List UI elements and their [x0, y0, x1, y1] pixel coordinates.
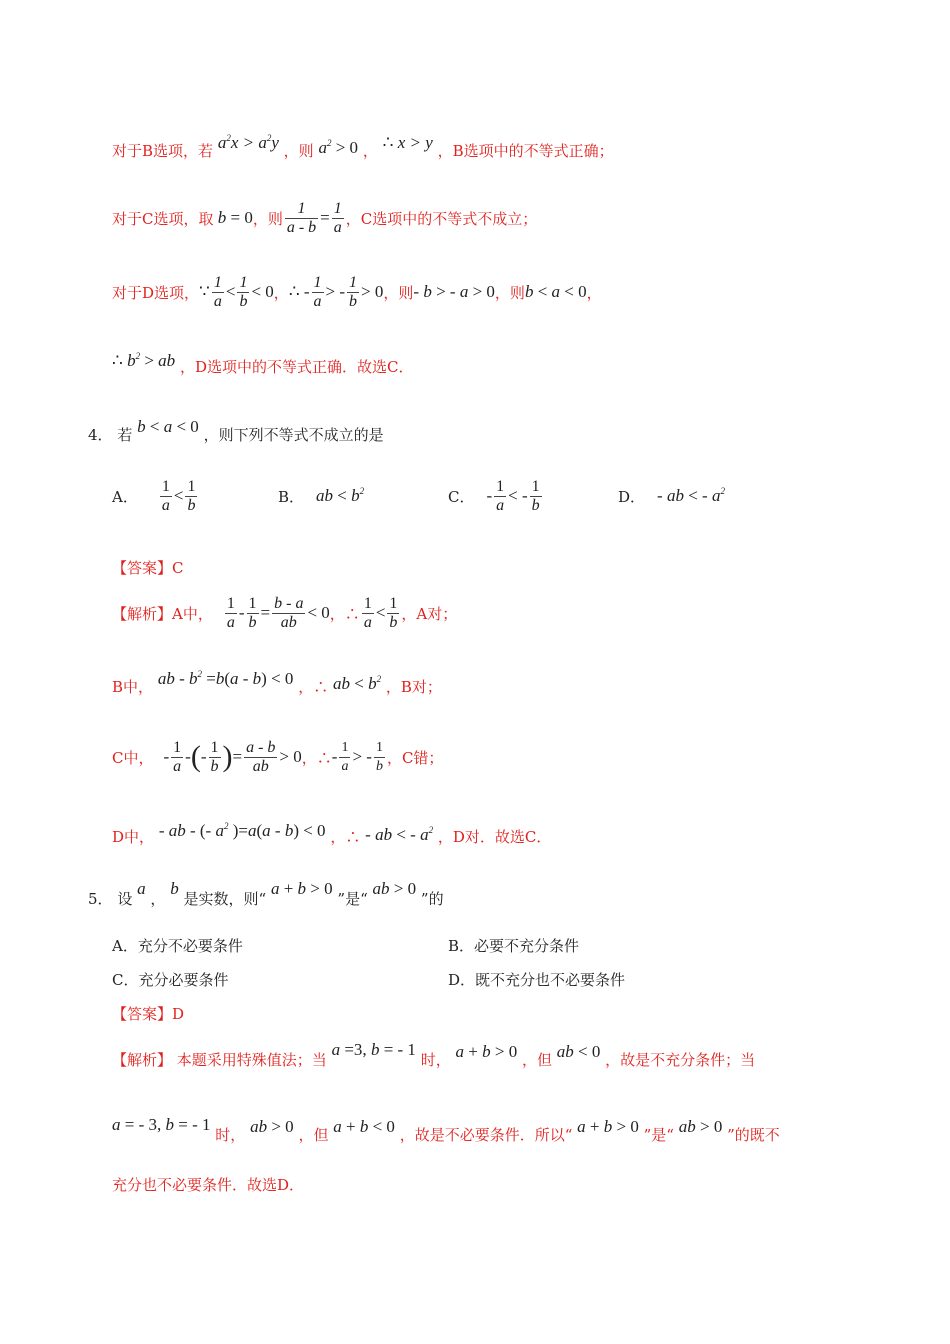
math-operator: > 0: [279, 747, 302, 766]
math-expression: ∴ -: [288, 282, 310, 301]
math-expression: ab < 0: [556, 1042, 601, 1061]
text: B中，: [112, 678, 154, 696]
math-operator: -: [163, 747, 170, 766]
q4-analysis-a: [112, 590, 457, 636]
math-expression: b < a < 0: [524, 282, 587, 301]
math-expression: a = - 3, b = - 1: [112, 1115, 211, 1134]
math-expression: $a^2x > a^2y$: [217, 133, 279, 152]
math-fraction: $\frac{1}{a}$: [363, 594, 372, 631]
text: ，B对；: [385, 678, 442, 696]
math-fraction: $\frac{1}{b}$: [375, 739, 383, 774]
q5-option-d[interactable]: [448, 969, 625, 990]
q5-analysis-line1: [112, 1040, 756, 1070]
q4-option-d[interactable]: [618, 474, 725, 518]
q5-analysis-line3: [112, 1174, 304, 1195]
math-expression: - b > - a > 0: [413, 282, 495, 301]
math-operator: -: [486, 486, 493, 505]
math-expression: ab > 0: [250, 1117, 294, 1136]
math-expression: b = 0: [213, 208, 253, 227]
text: ，则: [494, 283, 525, 302]
math-expression: ab < $b^2$: [333, 674, 382, 693]
math-fraction: $\frac{1}{b}$: [531, 477, 540, 514]
math-expression: a + b > 0: [577, 1117, 639, 1136]
math-fraction: $\frac{1}{a}$: [313, 273, 322, 310]
math-fraction: $\frac{1}{b}$: [248, 594, 257, 631]
solution-line-d: [112, 270, 602, 314]
text: ，D对．故选C．: [437, 828, 552, 846]
text: ，A对；: [401, 604, 458, 623]
q4-option-c[interactable]: [448, 474, 544, 518]
q4-option-b[interactable]: [278, 474, 364, 518]
math-expression: ab > 0: [372, 879, 417, 898]
math-operator: =: [232, 747, 243, 766]
math-operator: <: [225, 282, 236, 301]
text: 时，: [215, 1126, 246, 1144]
math-expression: ∵: [199, 282, 210, 301]
math-expression: a =3, b = - 1: [331, 1040, 416, 1059]
text: 若: [117, 426, 133, 444]
math-operator: > -: [325, 282, 346, 301]
q5-answer: [112, 1003, 184, 1024]
answer-value: D: [172, 1005, 185, 1023]
math-fraction: $\frac{1}{a}$: [161, 477, 170, 514]
math-expression: ∴ x > y: [382, 133, 433, 152]
question-4-stem: [88, 417, 384, 445]
text: ，但: [521, 1051, 552, 1069]
math-expression: ∴ $b^2$ > ab: [112, 351, 176, 370]
question-number: 4．: [88, 426, 113, 444]
text: ”是“: [337, 890, 368, 908]
text: 本题采用特殊值法；当: [176, 1051, 327, 1069]
analysis-tag: 【解析】: [112, 1051, 173, 1069]
text: 对于B选项，若: [112, 142, 214, 160]
q5-option-b[interactable]: [448, 935, 579, 956]
text: ，C错；: [386, 748, 444, 767]
analysis-tag: 【解析】: [112, 604, 173, 623]
math-expression: b < a < 0: [137, 417, 199, 436]
math-fraction: $\frac{1}{a - b}$: [286, 199, 317, 236]
option-label: A．: [112, 487, 138, 506]
text: ，则下列不等式不成立的是: [203, 426, 384, 444]
math-paren: ): [222, 740, 233, 773]
math-fraction: $\frac{1}{a}$: [496, 477, 505, 514]
math-operator: <: [173, 486, 184, 505]
solution-line-b: [112, 133, 614, 161]
math-expression: a + b < 0: [333, 1117, 395, 1136]
math-expression: - ab < - $a^2$: [657, 486, 725, 505]
text: A中，: [172, 604, 213, 623]
text: 时，: [420, 1051, 451, 1069]
text: 对于C选项，取: [112, 209, 214, 228]
text: ，B选项中的不等式正确；: [437, 142, 614, 160]
text: ，∴: [301, 748, 332, 767]
math-operator: < 0: [251, 282, 274, 301]
math-fraction: $\frac{1}{a}$: [341, 739, 349, 774]
math-fraction: $\frac{1}{b}$: [187, 477, 196, 514]
text: ”是“: [643, 1126, 674, 1144]
math-expression: - ab < - $a^2$: [365, 825, 434, 844]
option-label: D．: [618, 487, 646, 506]
q5-option-c[interactable]: [112, 969, 228, 990]
solution-line-c: [112, 196, 537, 240]
text: ，C选项中的不等式不成立；: [345, 209, 538, 228]
math-expression: a + b > 0: [455, 1042, 518, 1061]
text: 设: [117, 890, 133, 908]
math-operator: -: [238, 603, 245, 622]
math-expression: a + b > 0: [270, 879, 333, 898]
text: 对于D选项，: [112, 283, 200, 302]
math-operator: =: [320, 208, 330, 227]
math-fraction: $\frac{1}{a}$: [213, 273, 222, 310]
math-operator: -: [331, 747, 338, 766]
math-operator: =: [260, 603, 271, 622]
math-expression: $a^2 > 0$: [318, 138, 359, 157]
text: ”的: [420, 890, 444, 908]
math-fraction: $\frac{a - b}{ab}$: [246, 738, 276, 775]
q4-option-a[interactable]: [112, 474, 199, 518]
math-fraction: $\frac{1}{b}$: [239, 273, 248, 310]
option-label: C．: [448, 487, 475, 506]
math-expression: ab - $b^2 =b(a - b) < 0$: [157, 669, 294, 688]
text: ，∴: [329, 604, 360, 623]
math-paren: (: [190, 740, 201, 773]
math-fraction: $\frac{1}{b}$: [349, 273, 358, 310]
text: ，D选项中的不等式正确．故选C．: [179, 358, 414, 376]
math-operator: < 0: [307, 603, 330, 622]
text: ，则: [383, 283, 414, 302]
text: ，则: [283, 142, 314, 160]
option-label: B．: [278, 487, 305, 506]
q4-analysis-c: [112, 733, 443, 781]
text: D中，: [112, 828, 155, 846]
q4-analysis-b: [112, 669, 442, 697]
option-text: A．充分不必要条件: [112, 937, 243, 955]
text: ，故是不必要条件．所以“: [399, 1126, 573, 1144]
text: ”的既不: [727, 1126, 780, 1144]
math-variable: b: [170, 879, 179, 898]
q5-option-a[interactable]: [112, 935, 243, 956]
option-text: B．必要不充分条件: [448, 937, 580, 955]
math-fraction: $\frac{1}{b}$: [389, 594, 398, 631]
question-5-stem: [88, 879, 444, 909]
text: ，则: [252, 209, 283, 228]
math-operator: > 0: [361, 282, 384, 301]
text: ，故是不充分条件；当: [605, 1051, 756, 1069]
math-expression: ab > 0: [678, 1117, 723, 1136]
text: ，: [150, 890, 166, 908]
text: C中，: [112, 748, 154, 767]
answer-tag: 【答案】: [112, 1005, 173, 1023]
math-expression: ab < $b^2$: [316, 486, 365, 505]
text: ，: [362, 142, 378, 160]
math-operator: -: [185, 747, 191, 766]
math-fraction: $\frac{1}{a}$: [333, 199, 342, 236]
solution-conclusion: [112, 351, 414, 377]
text: ，∴: [298, 678, 329, 696]
answer-value: C: [172, 559, 184, 577]
math-expression: - ab - (- $a^2$ )=a(a - b) < 0: [158, 821, 326, 840]
q4-analysis-d: [112, 821, 552, 847]
math-operator: -: [200, 747, 207, 766]
text: ，但: [298, 1126, 329, 1144]
text: 充分也不必要条件．故选D．: [112, 1176, 305, 1194]
math-fraction: $\frac{1}{a}$: [173, 738, 182, 775]
text: ，: [586, 283, 602, 302]
option-text: D．既不充分也不必要条件: [448, 971, 626, 989]
text: 是实数，则“: [183, 890, 267, 908]
math-fraction: $\frac{1}{b}$: [210, 738, 219, 775]
math-operator: <: [375, 603, 386, 622]
option-text: C．充分必要条件: [112, 971, 229, 989]
text: ，: [273, 283, 289, 302]
math-fraction: $\frac{1}{a}$: [226, 594, 235, 631]
q5-analysis-line2: [112, 1115, 780, 1145]
question-number: 5．: [88, 890, 113, 908]
math-operator: < -: [508, 486, 528, 505]
text: ，∴: [330, 828, 361, 846]
q4-answer: [112, 557, 184, 578]
math-operator: > -: [352, 747, 372, 766]
math-fraction: $\frac{b - a}{ab}$: [274, 594, 304, 631]
math-variable: a: [137, 879, 146, 898]
answer-tag: 【答案】: [112, 559, 173, 577]
